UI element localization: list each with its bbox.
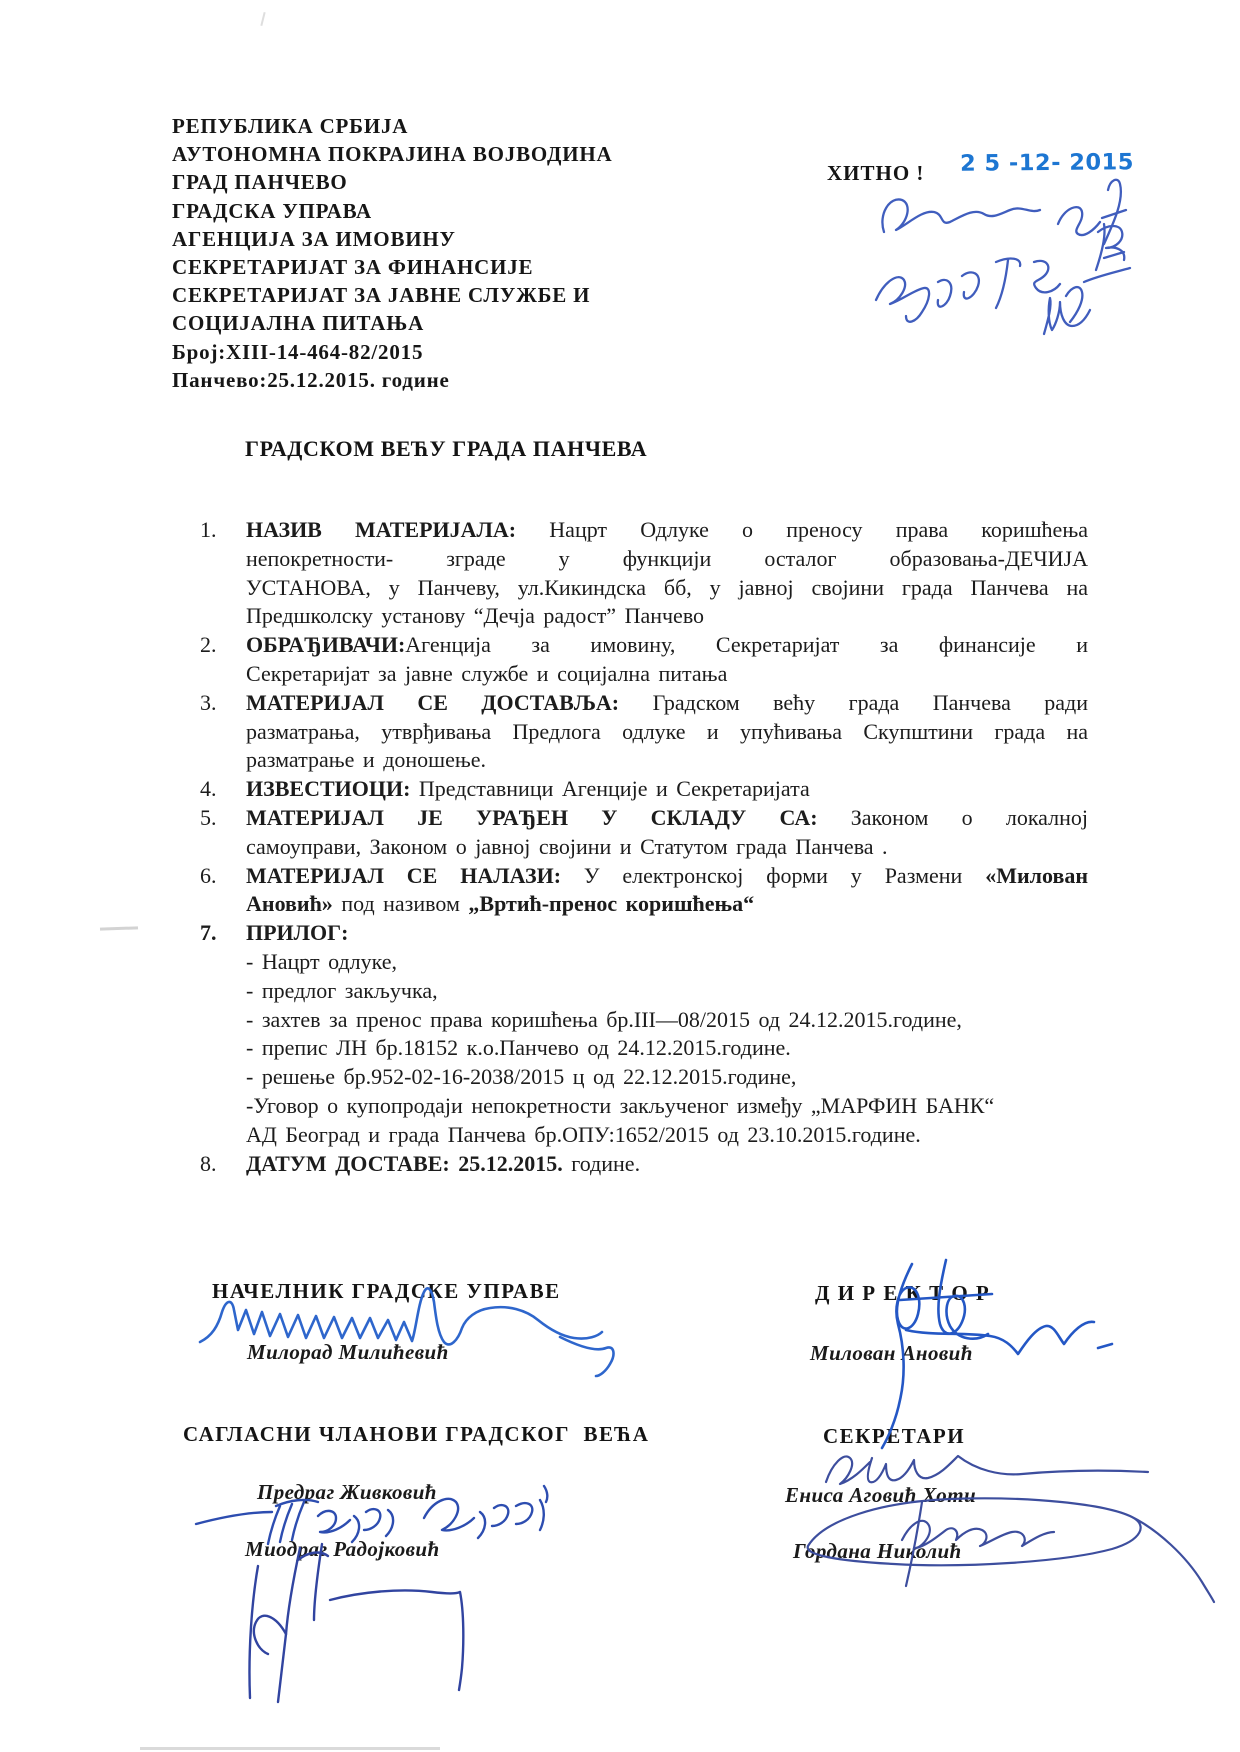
list-item: [200, 631, 1088, 689]
item-text: Агенција за имовину, Секретаријат за финансије и: [405, 632, 1088, 658]
attachment-line: -Уговор о купопродаји непокретности закљученог између „МАРФИН БАНК“: [246, 1092, 995, 1118]
enisa-signature-ink: [826, 1456, 1148, 1484]
item-line: [246, 516, 1088, 545]
item-text: Представници Агенције и Секретаријата: [418, 776, 810, 802]
letterhead-line: РЕПУБЛИКА СРБИЈА: [172, 114, 409, 138]
miodrag-signature-ink: [249, 1544, 463, 1702]
item-number: 3.: [200, 689, 217, 715]
item-text-bold: ПРИЛОГ:: [246, 920, 349, 946]
nachelnik-name: Милорад Милићевић: [247, 1340, 449, 1364]
item-number: 5.: [200, 804, 217, 830]
letterhead-line: АГЕНЦИЈА ЗА ИМОВИНУ: [172, 226, 456, 251]
sekretari-name-2: Гордана Николић: [793, 1539, 962, 1563]
item-text: УСТАНОВА, у Панчеву, ул.Кикиндска бб, у јавној својини града Панчева на: [246, 574, 1088, 600]
item-text: Градском већу града Панчева ради: [652, 689, 1089, 715]
item-text: под називом: [332, 891, 469, 917]
attachment-line: - препис ЛН бр.18152 к.о.Панчево од 24.12.2015.године.: [246, 1035, 791, 1061]
item-line: [246, 602, 1088, 631]
attachment-line: АД Београд и града Панчева бр.ОПУ:1652/2015 од 23.10.2015.године.: [246, 1121, 921, 1147]
letterhead-line: Број:XIII-14-464-82/2015: [172, 339, 424, 364]
scan-artifact-dash: [100, 926, 138, 930]
attachment-line: - захтев за пренос права коришћења бр.III—08/2015 од 24.12.2015.године,: [246, 1006, 962, 1032]
item-number: 6.: [200, 862, 217, 888]
letterhead-line: СЕКРЕТАРИЈАТ ЗА ЈАВНЕ СЛУЖБЕ И: [172, 283, 591, 308]
item-line: [246, 545, 1088, 574]
item-number: 2.: [200, 632, 217, 658]
item-text: У електронској форми у Размени: [583, 862, 986, 888]
item-text: Предшколску установу “Дечја радост” Панчево: [246, 603, 705, 629]
item-line: [246, 718, 1088, 747]
item-line: [246, 919, 1088, 948]
item-line: [246, 574, 1088, 603]
list-item: [200, 775, 1088, 804]
item-line: [246, 862, 1088, 891]
item-text: Законом о локалној: [850, 804, 1088, 830]
item-number: 7.: [200, 920, 217, 946]
addressee-title: ГРАДСКОМ ВЕЋУ ГРАДА ПАНЧЕВА: [245, 436, 648, 461]
list-item: [200, 516, 1088, 631]
list-item: [200, 862, 1088, 920]
letterhead-line: АУТОНОМНА ПОКРАЈИНА ВОЈВОДИНА: [172, 142, 613, 167]
attachment-line: - предлог закључка,: [246, 977, 438, 1003]
item-text-bold: НАЗИВ МАТЕРИЈАЛА:: [246, 517, 550, 542]
items-list: [200, 516, 1088, 1178]
sekretari-title: СЕКРЕТАРИ: [823, 1424, 966, 1448]
list-item: [200, 689, 1088, 775]
item-text: разматрање и доношење.: [246, 747, 487, 773]
saglasni-name-1: Предраг Живковић: [257, 1480, 437, 1504]
item-text-bold: ОБРАЂИВАЧИ:: [246, 632, 406, 658]
date-stamp: 2 5 -12- 2015: [959, 149, 1135, 177]
item-number: 8.: [200, 1150, 217, 1176]
letterhead-line: СЕКРЕТАРИЈАТ ЗА ФИНАНСИЈЕ: [172, 255, 534, 280]
item-line: [246, 631, 1088, 660]
item-line: [246, 833, 1088, 862]
nachelnik-title: НАЧЕЛНИК ГРАДСКЕ УПРАВЕ: [212, 1279, 561, 1303]
scan-artifact-edge: [140, 1747, 440, 1750]
item-number: 1.: [200, 517, 217, 542]
item-line: [246, 689, 1088, 718]
direktor-title: Д И Р Е К Т О Р: [815, 1281, 991, 1305]
item-line: [246, 804, 1088, 833]
item-text: разматрања, утврђивања Предлога одлуке и упућивања Скупштини града на: [246, 718, 1088, 744]
item-line: [246, 660, 1088, 689]
item-text-bold: „Вртић-пренос коришћења“: [468, 891, 755, 917]
list-item: [200, 1150, 1088, 1179]
item-text-bold: МАТЕРИЈАЛ СЕ ДОСТАВЉА:: [246, 689, 653, 715]
saglasni-title: САГЛАСНИ ЧЛАНОВИ ГРАДСКОГ ВЕЋА: [183, 1422, 650, 1446]
scan-artifact-speck: [260, 12, 265, 26]
item-text-bold: Ановић»: [246, 891, 333, 917]
item-text: Нацрт Одлуке о преносу права коришћења: [549, 517, 1088, 542]
direktor-name: Милован Ановић: [810, 1341, 973, 1365]
handwritten-note-ink: [876, 180, 1130, 334]
item-text-bold: ДАТУМ ДОСТАВЕ: 25.12.2015.: [246, 1150, 563, 1176]
item-text: непокретности- зграде у функцији осталог образовања-ДЕЧИЈА: [246, 545, 1088, 571]
urgent-label: ХИТНО !: [827, 161, 925, 185]
item-line: [246, 890, 1088, 919]
item-text-bold: МАТЕРИЈАЛ ЈЕ УРАЂЕН У СКЛАДУ СА:: [246, 804, 851, 830]
letterhead-line: СОЦИЈАЛНА ПИТАЊА: [172, 311, 425, 336]
attachment-line: - Нацрт одлуке,: [246, 948, 398, 974]
item-line: [246, 746, 1088, 775]
item-line: [246, 775, 1088, 804]
letterhead: [172, 112, 612, 394]
list-item: [200, 919, 1088, 1149]
item-line: [246, 1150, 1088, 1179]
item-text: године.: [562, 1150, 641, 1176]
item-text-bold: «Милован: [985, 862, 1088, 888]
saglasni-name-2: Миодраг Радојковић: [245, 1537, 440, 1561]
letterhead-line: ГРАД ПАНЧЕВО: [172, 170, 348, 195]
item-text-bold: МАТЕРИЈАЛ СЕ НАЛАЗИ:: [246, 862, 584, 888]
letterhead-line: Панчево:25.12.2015. године: [172, 367, 450, 392]
attachment-line: - решење бр.952-02-16-2038/2015 ц од 22.12.2015.године,: [246, 1064, 797, 1090]
list-item: [200, 804, 1088, 862]
item-text-bold: ИЗВЕСТИОЦИ:: [246, 776, 419, 802]
letterhead-line: ГРАДСКА УПРАВА: [172, 198, 373, 223]
item-text: Секретаријат за јавне службе и социјална питања: [246, 660, 728, 686]
item-number: 4.: [200, 776, 217, 802]
item-text: самоуправи, Законом о јавној својини и Статутом града Панчева .: [246, 833, 888, 859]
sekretari-name-1: Ениса Аговић Хоти: [785, 1483, 977, 1507]
